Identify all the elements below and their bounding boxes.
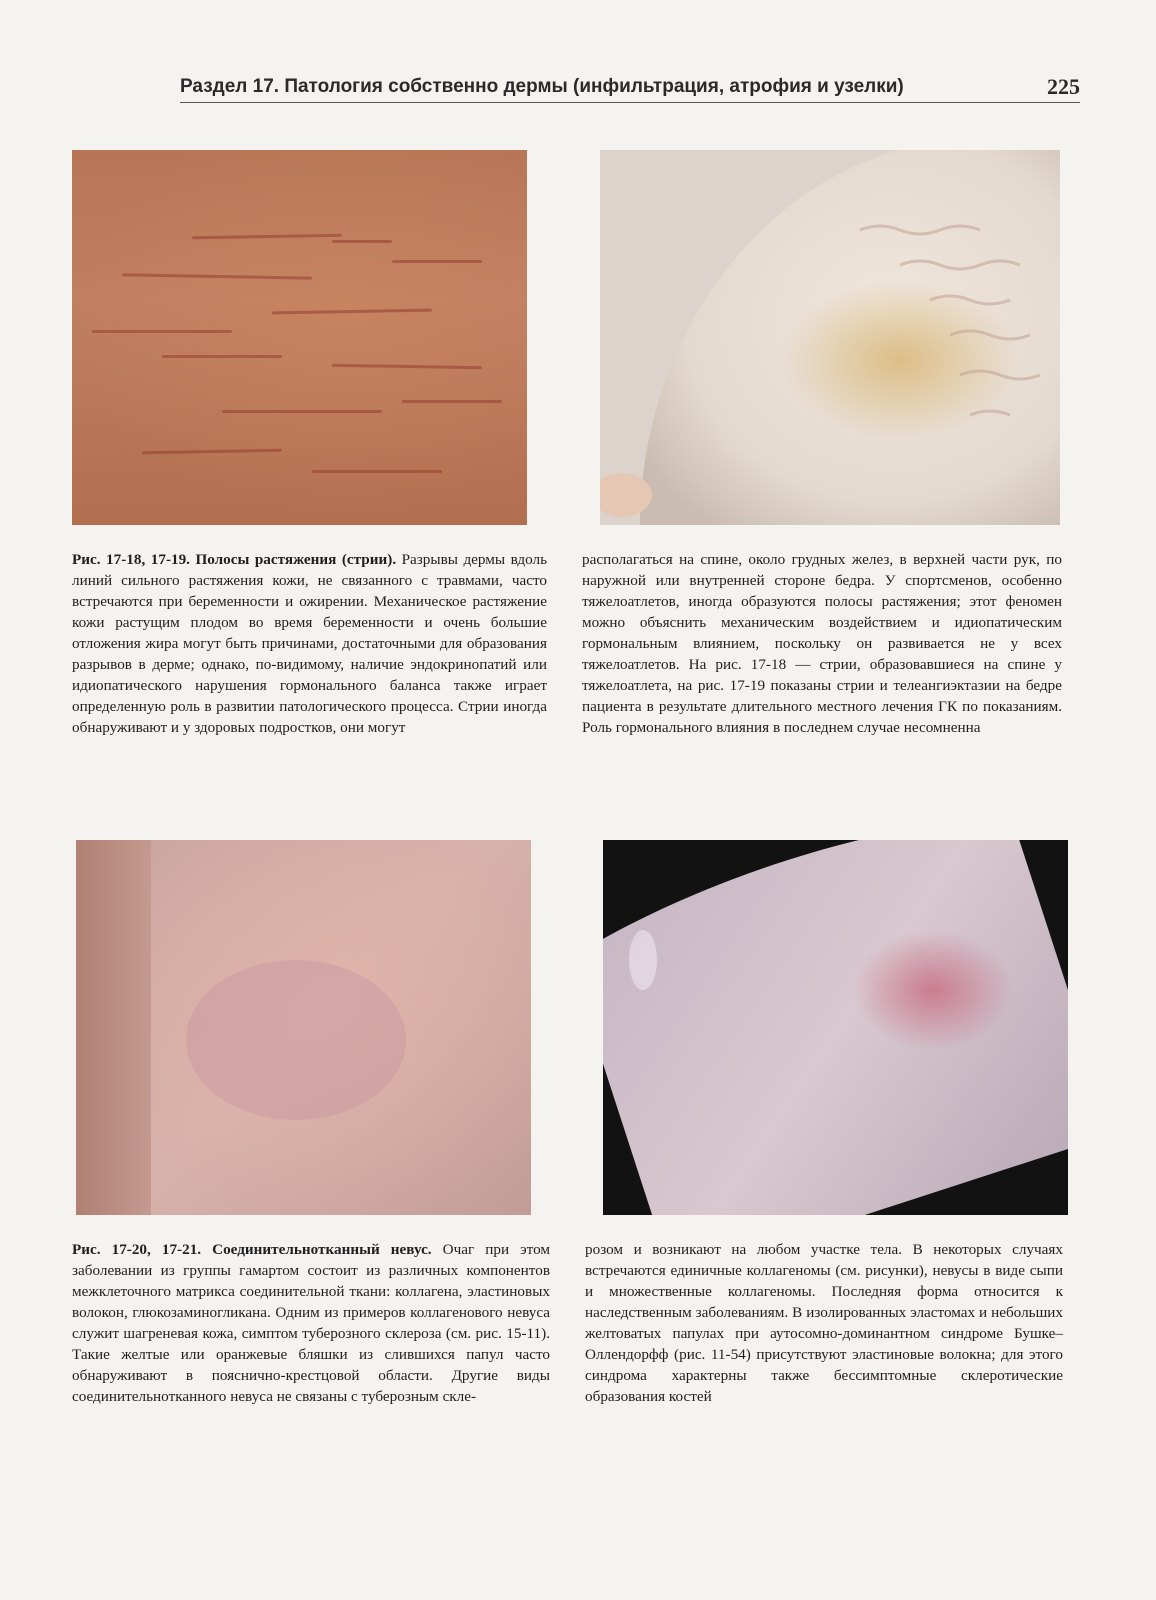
caption-nevus-col2: [585, 1239, 1063, 1407]
page-number: 225: [1047, 74, 1080, 99]
caption-nevus-text-1: Очаг при этом заболевании из группы гамартом состоит из различных компонентов межклеточного матрикса соединительной ткани: коллагена, эластиновых волокон, глюкозаминогликана. Одним из примеров коллагенового невуса служит шагреневая кожа, симптом туберозного склероза (см. рис. 15-11). Такие желтые или оранжевые бляшки из слившихся папул часто обнаруживают в пояснично-крестцовой области. Другие виды соединительнотканного невуса не связаны с туберозным скле-: [72, 1241, 550, 1405]
caption-striae-col1: [72, 549, 547, 738]
figure-17-18-photo: [72, 150, 527, 525]
running-header: [180, 74, 1080, 103]
figure-17-20-photo: [76, 840, 531, 1215]
figure-17-19-photo: [600, 150, 1060, 525]
caption-striae-text-2: располагаться на спине, около грудных желез, в верхней части рук, по наружной или внутренней стороне бедра. У спортсменов, особенно тяжелоатлетов, иногда образуются полосы растяжения; этот феномен можно объяснить механическим воздействием и идиопатическим гормональным влиянием, поскольку он развивается не у всех тяжелоатлетов. На рис. 17-18 — стрии, образовавшиеся на спине у тяжелоатлета, на рис. 17-19 показаны стрии и телеангиэктазии на бедре пациента в результате длительного местного лечения ГК по показаниям. Роль гормонального влияния в последнем случае несомненна: [582, 551, 1062, 736]
caption-striae-text-1: Разрывы дермы вдоль линий сильного растяжения кожи, не связанного с травмами, часто встречаются при беременности и ожирении. Механическое растяжение кожи растущим плодом во время беременности и очень большие отложения жира могут быть причинами, достаточными для образования разрывов в дерме; однако, по-видимому, наличие эндокринопатий или идиопатического нарушения гормонального баланса также играет определенную роль в развитии патологического процесса. Стрии иногда обнаруживают и у здоровых подростков, они могут: [72, 551, 547, 736]
caption-striae-lead: Рис. 17-18, 17-19. Полосы растяжения (стрии).: [72, 551, 397, 568]
caption-nevus-col1: [72, 1239, 550, 1407]
caption-nevus-text-2: розом и возникают на любом участке тела. В некоторых случаях встречаются единичные коллагеномы (см. рисунки), невусы в виде сыпи и множественные коллагеномы. Последняя форма относится к наследственным заболеваниям. В изолированных эластомах и небольших желтоватых папулах при аутосомно-доминантном синдроме Бушке–Оллендорфф (рис. 11-54) присутствуют эластиновые волокна; для этого синдрома характерны также бессимптомные склеротические образования костей: [585, 1241, 1063, 1405]
figure-17-21-photo: [603, 840, 1068, 1215]
header-title: Раздел 17. Патология собственно дермы (инфильтрация, атрофия и узелки): [180, 76, 904, 97]
caption-nevus-lead: Рис. 17-20, 17-21. Соединительнотканный невус.: [72, 1241, 432, 1258]
caption-striae-col2: [582, 549, 1062, 738]
